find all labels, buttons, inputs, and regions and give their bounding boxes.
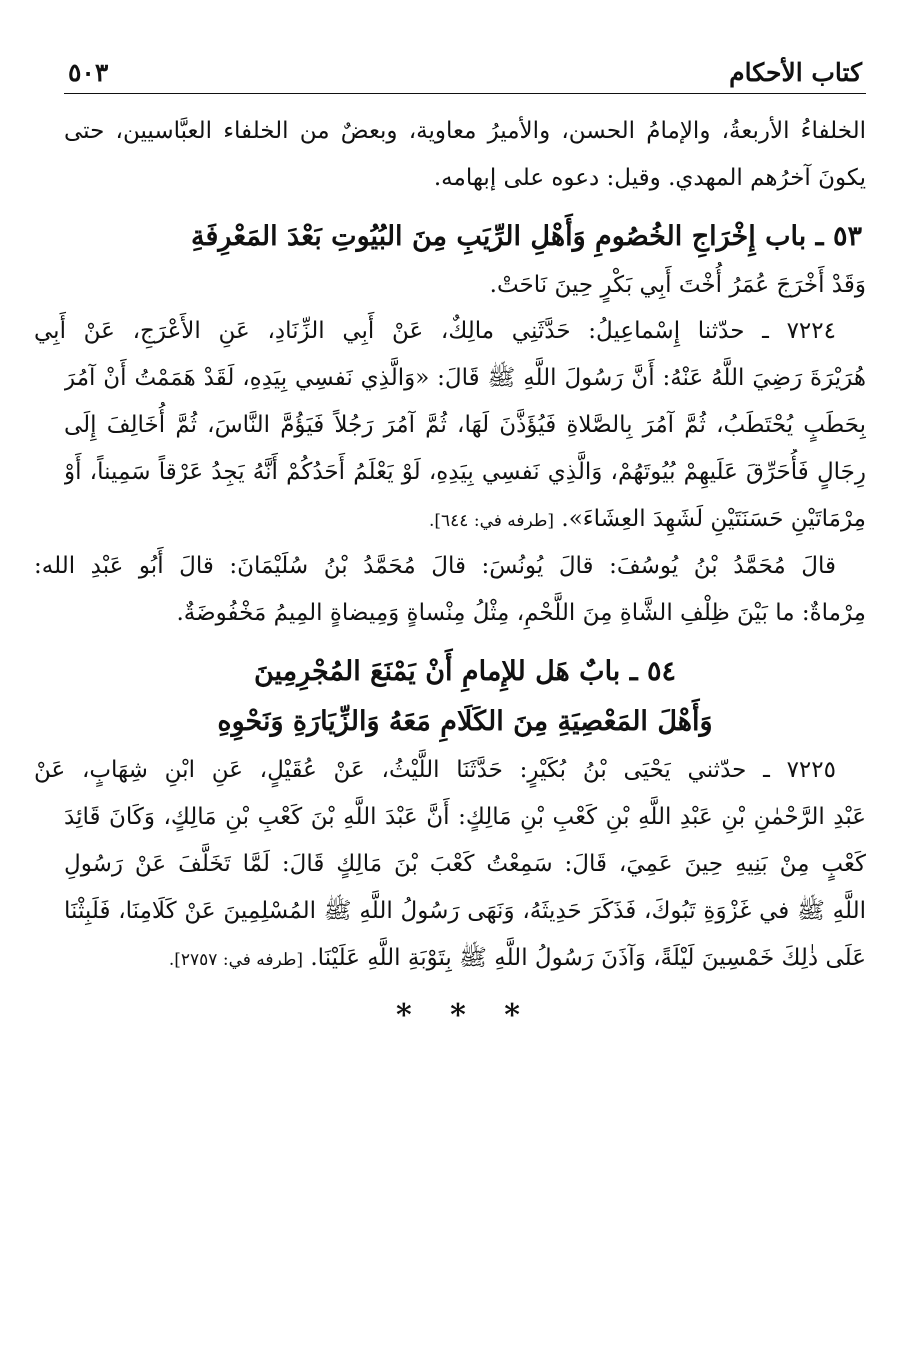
text-line: مِرْماةٌ: ما بَيْنَ ظِلْفِ الشَّاةِ مِنَ اللَّحْمِ، مِثْلُ مِنْساةٍ وَمِيضاةٍ المِيمُ مَخْفُوضَةٌ. [176,600,866,626]
text-line [64,935,866,982]
text-line: الخلفاءُ الأربعةُ، والإمامُ الحسن، والأميرُ معاوية، وبعضٌ من الخلفاء العبَّاسيين، حتى [64,118,866,144]
text-line: ٧٢٢٤ ـ حدّثنا إِسْماعِيلُ: حَدَّثَنِي مالِكٌ، عَنْ أَبِي الزِّنَادِ، عَنِ الأَعْرَجِ، عَنْ أَبِي [34,318,836,344]
chapter-subtitle: وَقَدْ أَخْرَجَ عُمَرُ أُخْتَ أَبِي بَكْرٍ حِينَ نَاحَتْ. [489,272,866,298]
text-line: هُرَيْرَةَ رَضِيَ اللَّهُ عَنْهُ: أَنَّ رَسُولَ اللَّهِ ﷺ قَالَ: «وَالَّذِي نَفسِي بِيَدِهِ، لَقَدْ هَمَمْتُ أَنْ آمُرَ [64,365,866,391]
text-line: عَبْدِ الرَّحْمٰنِ بْنِ عَبْدِ اللَّهِ بْنِ كَعْبِ بْنِ مَالِكٍ: أَنَّ عَبْدَ اللَّهِ بْنَ كَعْبِ بْنِ مَالِكٍ، وَكَانَ قَائِدَ [64,804,866,830]
cross-reference: [طرفه في: ٦٤٤]. [429,511,555,531]
text-line: قالَ مُحَمَّدُ بْنُ يُوسُفَ: قالَ يُونُسَ: قالَ مُحَمَّدُ بْنُ سُلَيْمَانَ: قالَ أَبُو عَبْدِ الله: [34,553,836,579]
hadith-paragraph [34,747,866,982]
text-line: اللَّهِ ﷺ في غَزْوَةِ تَبُوكَ، فَذَكَرَ حَدِيثَهُ، وَنَهَى رَسُولُ اللَّهِ ﷺ المُسْلِمِينَ عَنْ كَلَامِنَا، فَلَبِثْنَا [64,898,866,924]
chapter-53 [34,212,866,637]
intro-paragraph [64,108,866,202]
chapter-heading: ٥٣ ـ باب إِخْرَاجِ الخُصُومِ وَأَهْلِ الرِّيَبِ مِنَ البُيُوتِ بَعْدَ المَعْرِفَةِ [191,221,862,252]
chapter-heading: ٥٤ ـ بابٌ هَل للإِمامِ أَنْ يَمْنَعَ المُجْرِمِينَ [253,656,677,687]
note-paragraph [34,543,866,637]
book-title: كتاب الأحكام [729,58,862,87]
section-end-marker: * * * [396,998,534,1033]
text-line: رِجَالٍ فَأُحَرِّقَ عَلَيهِمْ بُيُوتَهُمْ، وَالَّذِي نَفسِي بِيَدِهِ، لَوْ يَعْلَمُ أَحَدُكُمْ أَنَّهُ يَجِدُ عَرْقاً سَمِيناً، أَوْ [64,459,866,485]
text-line [64,496,866,543]
hadith-end-text: عَلَى ذٰلِكَ خَمْسِينَ لَيْلَةً، وَآذَنَ رَسُولُ اللَّهِ ﷺ بِتَوْبَةِ اللَّهِ عَلَيْنَا. [310,945,866,971]
hadith-paragraph [34,308,866,543]
chapter-54 [34,647,866,982]
page-number: ٥٠٣ [68,58,109,87]
text-line: ٧٢٢٥ ـ حدّثني يَحْيَى بْنُ بُكَيْرٍ: حَدَّثَنَا اللَّيْثُ، عَنْ عُقَيْلٍ، عَنِ ابْنِ شِهَابٍ، عَنْ [34,757,836,783]
chapter-heading-continuation: وَأَهْلَ المَعْصِيَةِ مِنَ الكَلَامِ مَعَهُ وَالزِّيَارَةِ وَنَحْوِهِ [217,706,713,737]
book-page [34,50,866,1036]
cross-reference: [طرفه في: ٢٧٥٧]. [168,950,304,970]
hadith-end-text: مِرْمَاتَيْنِ حَسَنَتَيْنِ لَشَهِدَ العِشَاءَ». [561,506,866,532]
text-line: كَعْبٍ مِنْ بَنِيهِ حِينَ عَمِيَ، قَالَ: سَمِعْتُ كَعْبَ بْنَ مَالِكٍ قَالَ: لَمَّا تَخَلَّفَ عَنْ رَسُولِ [64,851,866,877]
page-header [64,50,866,94]
text-line: بِحَطَبٍ يُحْتَطَبُ، ثُمَّ آمُرَ بِالصَّلاةِ فَيُؤَذَّنَ لَهَا، ثُمَّ آمُرَ رَجُلاً فَيَؤُمَّ النَّاسَ، ثُمَّ أُخَالِفَ إِلَى [64,412,866,438]
text-line: يكونَ آخرُهم المهدي. وقيل: دعوه على إبهامه. [433,165,866,191]
